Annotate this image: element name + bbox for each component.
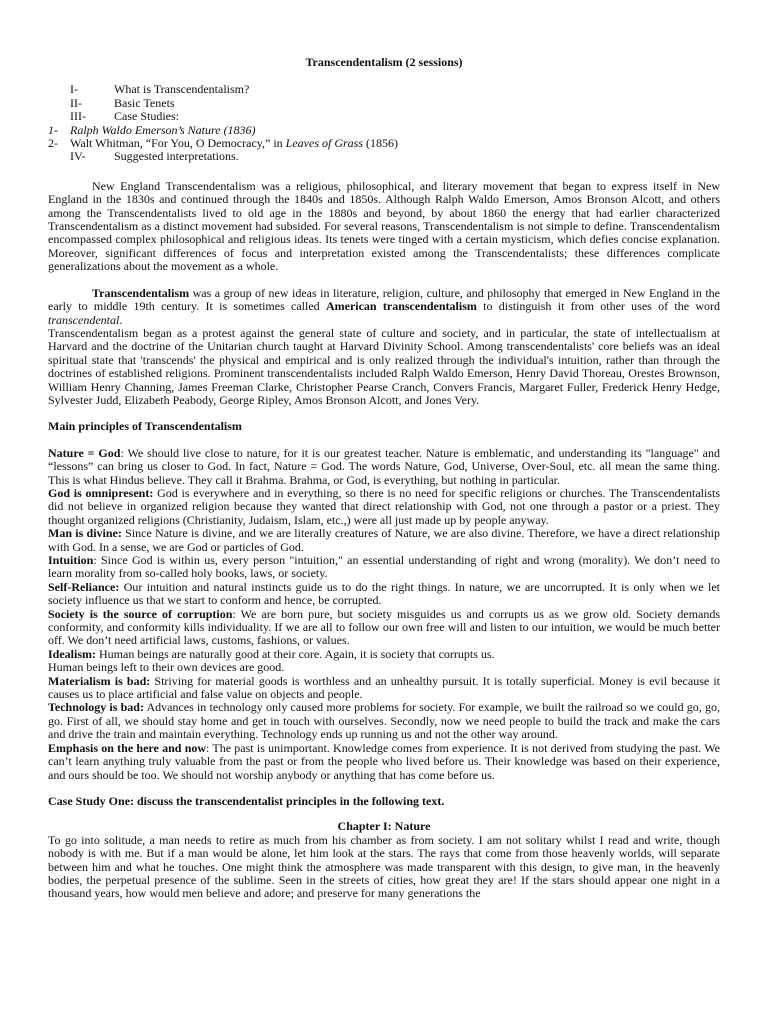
principle-item: Man is divine: Since Nature is divine, and we are literally creatures of Nature, we are also divine. Therefore, we have a direct relationship with God. In a sense, we are God or particles of God. bbox=[48, 526, 720, 554]
outline-text: Case Studies: bbox=[114, 109, 179, 124]
outline-number: 1- bbox=[48, 122, 58, 137]
outline-number: IV- bbox=[70, 149, 86, 164]
outline-number: 2- bbox=[48, 136, 58, 151]
outline-item bbox=[48, 124, 720, 137]
outline-text: Walt Whitman, “For You, O Democracy,” in Leaves of Grass (1856) bbox=[70, 136, 399, 151]
principle-item: God is omnipresent: God is everywhere and in everything, so there is no need for specific religions or churches. The Transcendentalists did not believe in organized religion because they wanted that direct relationship with God, not one through a pastor or a priest. They thought organized religions (Christianity, Judaism, Islam, etc.,) were all just made up by people anyway. bbox=[48, 485, 720, 527]
outline-item bbox=[70, 97, 720, 110]
chapter-title: Chapter I: Nature bbox=[337, 819, 431, 834]
case-study-heading: Case Study One: discuss the transcendentalist principles in the following text. bbox=[48, 793, 445, 808]
chapter-text: To go into solitude, a man needs to retire as much from his chamber as from society. I am not solitary whilst I read and write, though nobody is with me. But if a man would be alone, let him look at the stars. The rays that come from those heavenly worlds, will separate between him and what he touches. One might think the atmosphere was made transparent with this design, to give man, in the heavenly bodies, the perpetual presence of the sublime. Seen in the streets of cities, how great they are! If the stars should appear one night in a thousand years, how would men believe and adore; and preserve for many generations the bbox=[48, 832, 720, 901]
outline-number: I- bbox=[70, 82, 78, 97]
outline-item bbox=[48, 137, 720, 150]
principles-heading: Main principles of Transcendentalism bbox=[48, 419, 242, 434]
session-outline bbox=[48, 82, 720, 164]
principle-item: Intuition: Since God is within us, every person "intuition," an essential understanding of right and wrong (morality). We don’t need to learn morality from so-called holy books, laws, or society. bbox=[48, 553, 720, 581]
principle-item: Emphasis on the here and now: The past is unimportant. Knowledge comes from experience. It is not derived from studying the past. We can’t learn anything truly valuable from the past or from the people who lived before us. Their knowledge was based on their experience, and ours should be too. We should not worship anybody or anything that has come before us. bbox=[48, 740, 720, 782]
principle-item: Idealism: Human beings are naturally good at their core. Again, it is society that corrupts us. bbox=[48, 646, 495, 661]
principle-item: Nature = God: We should live close to nature, for it is our greatest teacher. Nature is emblematic, and understanding its "language" and “lessons” can bring us closer to God. In fact, Nature = God. The words Nature, God, Universe, Over-Soul, etc. all mean the same thing. This is what Hindus believe. They call it Brahma. Brahma, or God, is everything, but nothing in particular. bbox=[48, 445, 720, 487]
outline-text: Ralph Waldo Emerson’s Nature (1836) bbox=[70, 122, 256, 137]
intro-paragraph: New England Transcendentalism was a religious, philosophical, and literary movement that began to express itself in New England in the 1830s and continued through the 1840s and 1850s. Although Ralph Waldo Emerson, Amos Bronson Alcott, and others among the Transcendentalists lived to old age in the 1880s and beyond, by about 1860 the energy that had earlier characterized Transcendentalism as a distinct movement had subsided. For several reasons, Transcendentalism is not simple to define. Transcendentalism encompassed complex philosophical and religious ideas. Its tenets were tinged with a certain mysticism, which defies concise explanation. Moreover, significant differences of focus and interpretation existed among the Transcendentalists; these differences complicate generalizations about the movement as a whole. bbox=[48, 178, 720, 274]
document-title: Transcendentalism (2 sessions) bbox=[305, 55, 463, 69]
outline-number: III- bbox=[70, 109, 86, 124]
outline-text: Suggested interpretations. bbox=[114, 149, 239, 164]
outline-item bbox=[70, 150, 720, 163]
outline-item bbox=[70, 110, 720, 123]
outline-item bbox=[70, 83, 720, 96]
principle-item: Technology is bad: Advances in technology only caused more problems for society. For example, we built the railroad so we could go, go, go. First of all, we should stay home and get in touch with ourselves. Secondly, now we need people to build the track and make the cars and drive the train and maintain everything. Technology ends up running us and not the other way around. bbox=[48, 700, 720, 742]
principle-item-continued: Human beings left to their own devices are good. bbox=[48, 660, 285, 675]
definition-paragraph: Transcendentalism was a group of new ideas in literature, religion, culture, and philosophy that emerged in New England in the early to middle 19th century. It is sometimes called American transcendentalism to distinguish it from other uses of the word transcendental. bbox=[48, 285, 720, 327]
principle-item: Self-Reliance: Our intuition and natural instincts guide us to do the right things. In nature, we are uncorrupted. It is only when we let society influence us that we start to conform and hence, be corrupted. bbox=[48, 579, 720, 608]
history-paragraph: Transcendentalism began as a protest against the general state of culture and society, and in particular, the state of intellectualism at Harvard and the doctrine of the Unitarian church taught at Harvard Divinity School. Among transcendentalists' core beliefs was an ideal spiritual state that 'transcends' the physical and empirical and is only realized through the individual's intuition, rather than through the doctrines of established religions. Prominent transcendentalists included Ralph Waldo Emerson, Henry David Thoreau, Orestes Brownson, William Henry Channing, James Freeman Clarke, Christopher Pearse Cranch, Convers Francis, Margaret Fuller, Frederick Henry Hedge, Sylvester Judd, Elizabeth Peabody, George Ripley, Amos Bronson Alcott, and Jones Very. bbox=[48, 325, 720, 407]
principles-list bbox=[48, 447, 720, 782]
outline-number: II- bbox=[70, 95, 82, 110]
outline-text: What is Transcendentalism? bbox=[114, 82, 250, 97]
outline-text: Basic Tenets bbox=[114, 95, 175, 110]
principle-item: Society is the source of corruption: We are born pure, but society misguides us and corrupts us as we grow old. Society demands conformity, and conformity kills individuality. If we are all to follow our own free will and listen to our intuition, we would be much better off. We don’t need artificial laws, customs, fashions, or values. bbox=[48, 606, 720, 648]
principle-item: Materialism is bad: Striving for material goods is worthless and an unhealthy pursuit. It is totally superficial. Money is evil because it causes us to place artificial and false value on objects and people. bbox=[48, 673, 720, 702]
